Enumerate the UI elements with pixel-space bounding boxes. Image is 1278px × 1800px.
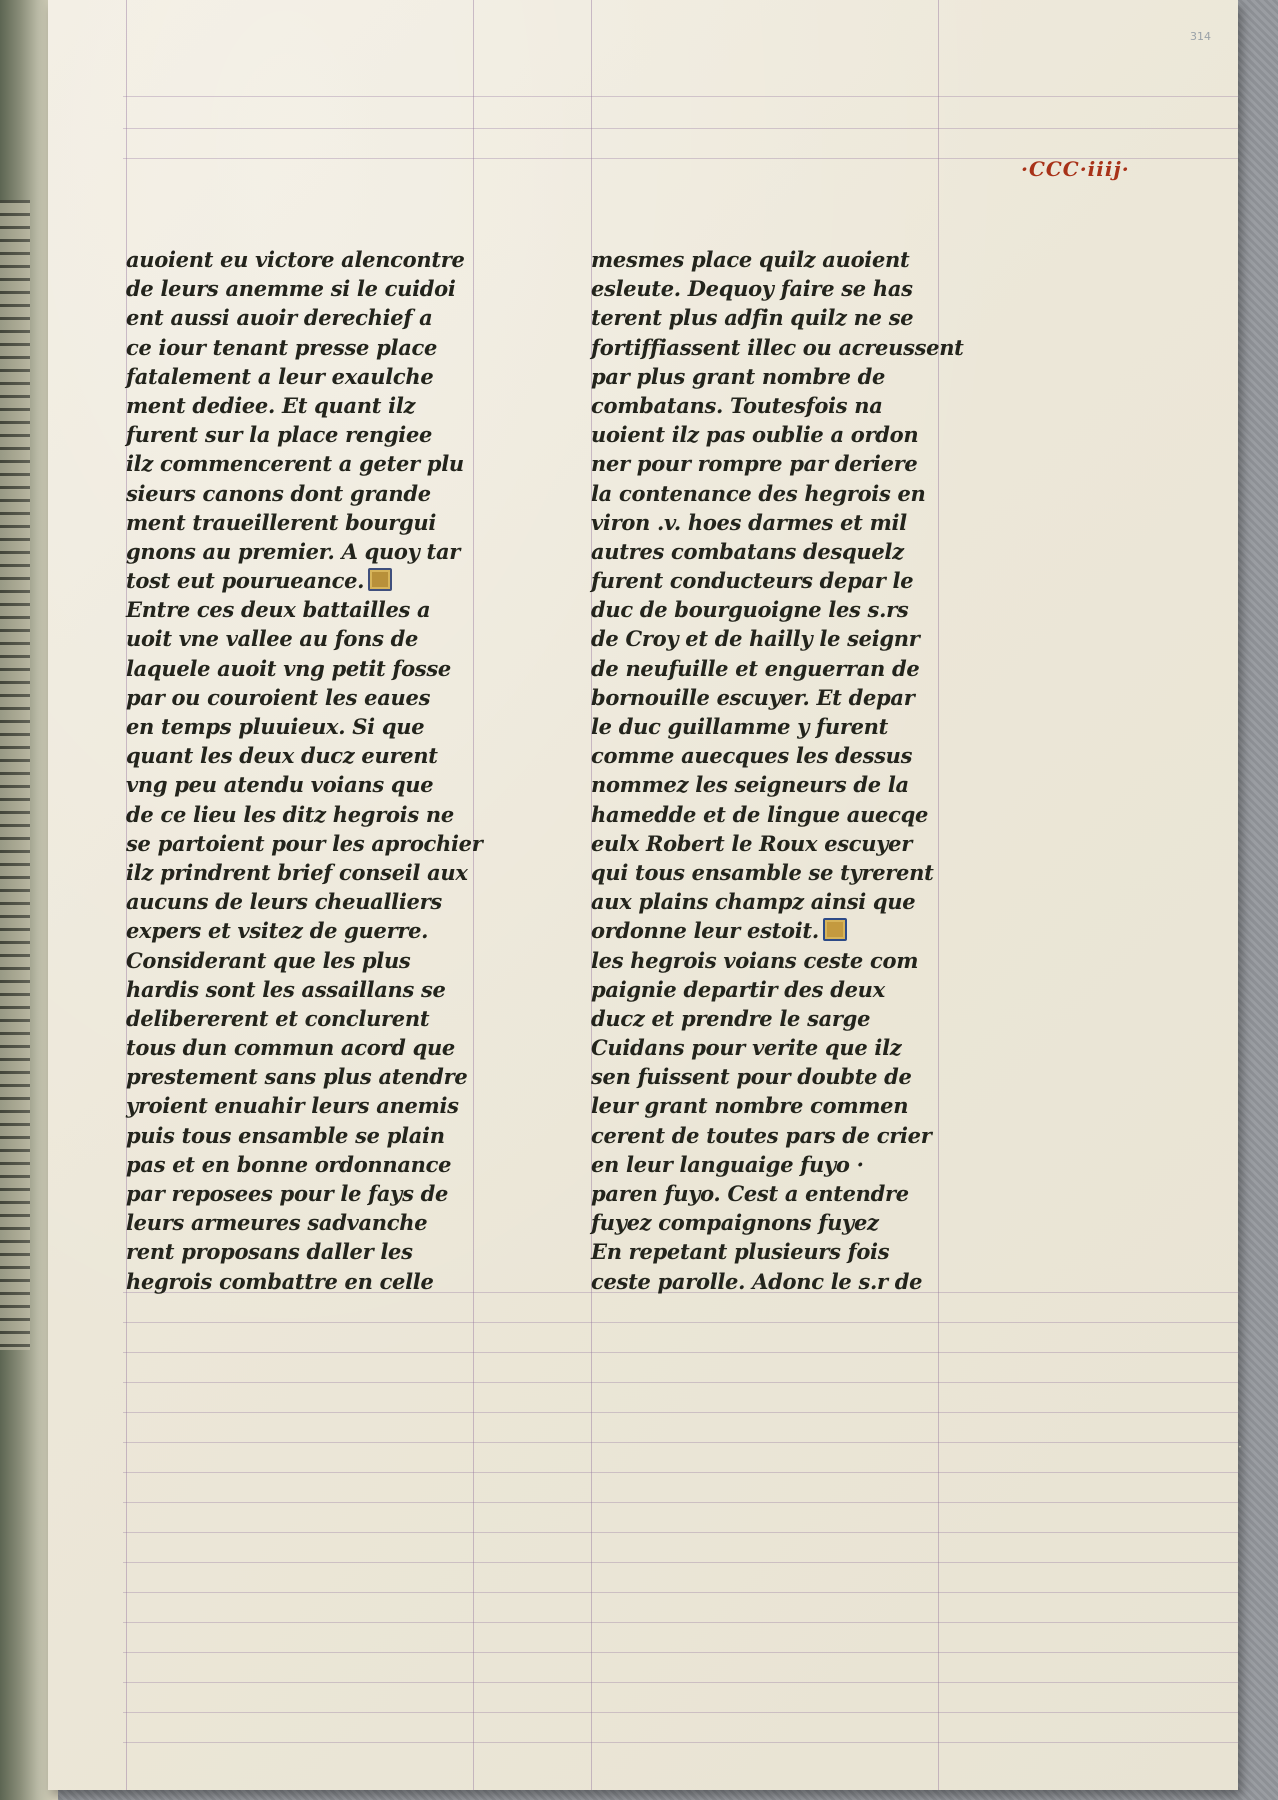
text-line-content: vng peu atendu voians que xyxy=(126,772,434,798)
text-line-content: Considerant que les plus xyxy=(126,947,411,973)
text-line xyxy=(591,362,959,391)
text-line-content: hegrois combattre en celle xyxy=(126,1268,434,1294)
ruling-line xyxy=(123,1622,1238,1623)
text-line xyxy=(591,1033,959,1062)
text-line xyxy=(126,1208,498,1237)
ruling-line xyxy=(123,1712,1238,1713)
ruling-line xyxy=(123,1382,1238,1383)
text-line xyxy=(591,712,959,741)
text-line xyxy=(126,274,498,303)
text-line xyxy=(126,449,498,478)
text-line xyxy=(591,829,959,858)
pencil-mark: · xyxy=(1238,1440,1242,1454)
text-line xyxy=(126,420,498,449)
ruling-line xyxy=(123,1652,1238,1653)
text-line xyxy=(126,916,498,945)
text-line xyxy=(126,1237,498,1266)
text-line xyxy=(591,508,959,537)
text-line xyxy=(591,1062,959,1091)
text-line-content: ce iour tenant presse place xyxy=(126,334,438,360)
text-line-content: ducz et prendre le sarge xyxy=(591,1005,871,1031)
ruling-line xyxy=(123,1322,1238,1323)
text-line xyxy=(591,741,959,770)
text-line-content: furent conducteurs depar le xyxy=(591,568,914,594)
text-line-content: ent aussi auoir derechief a xyxy=(126,305,433,331)
text-line-content: yroient enuahir leurs anemis xyxy=(126,1093,459,1119)
text-line-content: tous dun commun acord que xyxy=(126,1035,455,1061)
text-line xyxy=(126,741,498,770)
text-line xyxy=(591,770,959,799)
ruling-line xyxy=(123,128,1238,129)
text-line xyxy=(126,333,498,362)
text-line xyxy=(591,595,959,624)
manuscript-page xyxy=(48,0,1242,1790)
previous-leaf-edge xyxy=(0,200,30,1350)
text-line xyxy=(591,654,959,683)
text-line-content: sen fuissent pour doubte de xyxy=(591,1064,912,1090)
ruling-line xyxy=(123,1442,1238,1443)
text-line-content: hamedde et de lingue auecqe xyxy=(591,801,929,827)
text-line-content: bornouille escuyer. Et depar xyxy=(591,684,915,710)
text-line xyxy=(591,449,959,478)
text-line xyxy=(126,508,498,537)
text-line-content: quant les deux ducz eurent xyxy=(126,743,438,769)
ruling-line xyxy=(123,1532,1238,1533)
illuminated-initial xyxy=(368,568,392,591)
text-line xyxy=(591,1179,959,1208)
text-line xyxy=(591,800,959,829)
text-line xyxy=(591,333,964,362)
text-line-content: aux plains champz ainsi que xyxy=(591,889,916,915)
text-line xyxy=(126,712,498,741)
text-line xyxy=(126,770,498,799)
text-line xyxy=(591,274,959,303)
text-line xyxy=(591,1121,959,1150)
text-line-content: autres combatans desquelz xyxy=(591,538,904,564)
text-line xyxy=(591,245,959,274)
text-line xyxy=(591,887,959,916)
text-line xyxy=(126,245,498,274)
text-line-content: cerent de toutes pars de crier xyxy=(591,1122,932,1148)
text-line-content: pas et en bonne ordonnance xyxy=(126,1151,452,1177)
text-line-content: par plus grant nombre de xyxy=(591,363,886,389)
illuminated-initial xyxy=(823,918,847,941)
text-line xyxy=(591,683,959,712)
text-line-content: rent proposans daller les xyxy=(126,1239,413,1265)
text-line xyxy=(591,303,959,332)
text-line-content: par reposees pour le fays de xyxy=(126,1181,449,1206)
text-line-content: ilz commencerent a geter plu xyxy=(126,451,464,477)
text-line xyxy=(591,1208,959,1237)
text-line xyxy=(126,566,498,595)
text-line-content: paignie departir des deux xyxy=(591,976,885,1002)
text-line xyxy=(591,624,959,653)
text-line-content: les hegrois voians ceste com xyxy=(591,947,919,973)
ruling-line xyxy=(123,1412,1238,1413)
text-line xyxy=(591,1237,959,1266)
text-line-content: le duc guillamme y furent xyxy=(591,714,889,739)
text-line-content: ment dediee. Et quant ilz xyxy=(126,392,416,418)
text-line-content: delibererent et conclurent xyxy=(126,1005,430,1031)
text-line xyxy=(591,1091,959,1120)
ruling-line xyxy=(123,1682,1238,1683)
text-line xyxy=(591,1267,959,1296)
text-line-content: duc de bourguoigne les s.rs xyxy=(591,597,909,623)
text-column-left xyxy=(126,245,498,1296)
text-line xyxy=(126,1179,498,1208)
text-line-content: laquele auoit vng petit fosse xyxy=(126,655,451,681)
text-column-right xyxy=(591,245,964,1296)
text-line-content: furent sur la place rengiee xyxy=(126,422,433,448)
text-line-content: se partoient pour les aprochier xyxy=(126,830,483,856)
text-line-content: sieurs canons dont grande xyxy=(126,480,431,506)
folio-heading: ·CCC·iiij· xyxy=(1021,157,1130,181)
text-line xyxy=(126,1150,498,1179)
text-line-content: qui tous ensamble se tyrerent xyxy=(591,859,934,885)
text-line-content: fatalement a leur exaulche xyxy=(126,363,434,389)
text-line xyxy=(591,479,959,508)
text-line xyxy=(591,566,959,595)
text-line-content: de leurs anemme si le cuidoi xyxy=(126,276,456,302)
text-line xyxy=(126,1062,498,1091)
text-line-content: comme auecques les dessus xyxy=(591,743,913,769)
text-line-content: ilz prindrent brief conseil aux xyxy=(126,859,468,885)
text-line xyxy=(126,303,498,332)
text-line-content: uoit vne vallee au fons de xyxy=(126,626,419,652)
text-line xyxy=(126,537,498,566)
text-line xyxy=(591,1004,959,1033)
ruling-line xyxy=(123,96,1238,97)
text-line xyxy=(126,595,498,624)
text-line-content: viron .v. hoes darmes et mil xyxy=(591,509,907,535)
text-line-content: paren fuyo. Cest a entendre xyxy=(591,1181,909,1206)
ruling-line xyxy=(123,1742,1238,1743)
text-line xyxy=(126,1091,498,1120)
text-line xyxy=(126,887,498,916)
text-line-content: ment traueillerent bourgui xyxy=(126,509,437,535)
text-line-content: esleute. Dequoy faire se has xyxy=(591,276,913,302)
ruling-line xyxy=(123,1472,1238,1473)
ruling-line xyxy=(123,1562,1238,1563)
text-line xyxy=(126,1267,498,1296)
text-line-content: de Croy et de hailly le seignr xyxy=(591,626,920,652)
text-line-content: ordonne leur estoit. xyxy=(591,918,819,944)
text-line-content: en leur languaige fuyo · xyxy=(591,1151,864,1177)
text-line-content: En repetant plusieurs fois xyxy=(591,1239,890,1265)
text-line-content: leur grant nombre commen xyxy=(591,1093,909,1119)
text-line-content: gnons au premier. A quoy tar xyxy=(126,538,461,564)
text-line xyxy=(591,858,959,887)
text-line-content: nommez les seigneurs de la xyxy=(591,772,909,798)
text-line xyxy=(126,800,498,829)
text-line-content: ceste parolle. Adonc le s.r de xyxy=(591,1268,923,1294)
text-line xyxy=(126,858,498,887)
text-line xyxy=(126,654,498,683)
text-line-content: prestement sans plus atendre xyxy=(126,1064,468,1090)
text-line-content: de ce lieu les ditz hegrois ne xyxy=(126,801,454,827)
text-line xyxy=(126,683,498,712)
text-line-content: ner pour rompre par deriere xyxy=(591,451,918,477)
text-line xyxy=(126,946,498,975)
text-line-content: puis tous ensamble se plain xyxy=(126,1122,445,1148)
text-line xyxy=(591,391,959,420)
text-line xyxy=(126,362,498,391)
ruling-line xyxy=(123,1592,1238,1593)
text-line xyxy=(126,829,498,858)
text-line-content: aucuns de leurs cheualliers xyxy=(126,889,442,915)
folio-pencil-number: 314 xyxy=(1190,30,1211,43)
text-line-content: la contenance des hegrois en xyxy=(591,480,926,506)
text-line-content: de neufuille et enguerran de xyxy=(591,655,920,681)
text-line xyxy=(591,1150,959,1179)
text-line-content: par ou couroient les eaues xyxy=(126,684,431,710)
text-line xyxy=(126,1033,498,1062)
text-line xyxy=(591,975,959,1004)
text-line-content: fuyez compaignons fuyez xyxy=(591,1210,879,1236)
text-line-content: eulx Robert le Roux escuyer xyxy=(591,830,912,856)
text-line-content: hardis sont les assaillans se xyxy=(126,976,446,1002)
text-line xyxy=(591,537,959,566)
text-line-content: Cuidans pour verite que ilz xyxy=(591,1035,902,1061)
text-line-content: fortiffiassent illec ou acreussent xyxy=(591,334,964,360)
text-line xyxy=(126,624,498,653)
text-line-content: mesmes place quilz auoient xyxy=(591,247,910,272)
text-line-content: tost eut pourueance. xyxy=(126,568,365,594)
text-line xyxy=(591,916,959,945)
text-line-content: auoient eu victore alencontre xyxy=(126,247,465,272)
text-line xyxy=(126,479,498,508)
text-line xyxy=(126,1004,498,1033)
text-line xyxy=(126,391,498,420)
ruling-line xyxy=(123,1352,1238,1353)
text-line-content: uoient ilz pas oublie a ordon xyxy=(591,422,919,448)
text-line-content: en temps pluuieux. Si que xyxy=(126,714,425,739)
text-line-content: expers et vsitez de guerre. xyxy=(126,918,429,944)
text-line xyxy=(591,946,959,975)
text-line xyxy=(591,420,959,449)
ruling-line xyxy=(123,1502,1238,1503)
text-line-content: combatans. Toutesfois na xyxy=(591,392,883,418)
text-line xyxy=(126,1121,498,1150)
text-line xyxy=(126,975,498,1004)
text-line-content: Entre ces deux battailles a xyxy=(126,597,431,623)
text-line-content: terent plus adfin quilz ne se xyxy=(591,305,914,331)
text-line-content: leurs armeures sadvanche xyxy=(126,1210,428,1236)
